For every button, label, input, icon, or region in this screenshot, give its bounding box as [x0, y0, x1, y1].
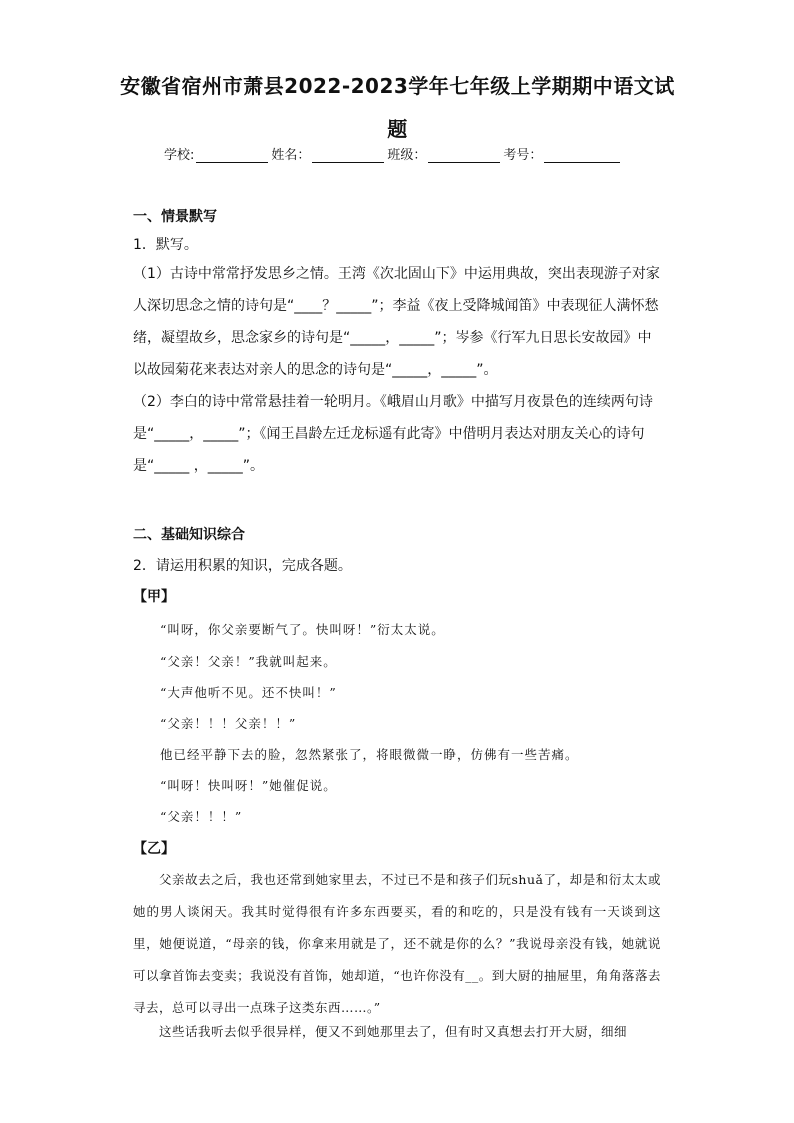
jia-line: “父亲！！！”: [160, 809, 243, 824]
student-info-row: [164, 144, 623, 163]
class-blank[interactable]: [428, 148, 500, 163]
section1-heading: 一、情景默写: [133, 209, 217, 225]
passage-jia-label: 【甲】: [133, 589, 175, 605]
jia-line: 他已经平静下去的脸，忽然紧张了，将眼微微一睁，仿佛有一些苦痛。: [160, 747, 579, 762]
class-label: 班级：: [387, 148, 427, 163]
question1-part1: （1）古诗中常常抒发思乡之情。王湾《次北固山下》中运用典故，突出表现游子对家人深切思念之情的诗句是“____？_____”；李益《夜上受降城闻笛》中表现征人满怀愁绪，凝望故乡，思念家乡的诗句是“_____，_____”；岑参《行军九日思长安故园》中以故园菊花来表达对亲人的思念的诗句是“_____，_____”。: [133, 266, 660, 378]
exam-number-label: 考号：: [503, 148, 543, 163]
school-label: 学校:: [164, 148, 195, 163]
question1-part2: （2）李白的诗中常常悬挂着一轮明月。《峨眉山月歌》中描写月夜景色的连续两句诗是“_____，_____”；《闻王昌龄左迁龙标遥有此寄》中借明月表达对朋友关心的诗句是“_____ ，_____”。: [133, 394, 653, 474]
exam-title-line2: 题: [387, 117, 408, 141]
jia-line: “叫呀！快叫呀！”她催促说。: [160, 778, 337, 793]
name-blank[interactable]: [312, 148, 384, 163]
jia-line: “叫呀，你父亲要断气了。快叫呀！”衍太太说。: [160, 622, 445, 637]
section2-heading: 二、基础知识综合: [133, 527, 245, 543]
school-blank[interactable]: [196, 148, 268, 163]
yi-paragraph-1: 父亲故去之后，我也还常到她家里去，不过已不是和孩子们玩shuǎ了，却是和衍太太或她的男人谈闲天。我其时觉得很有许多东西要买，看的和吃的，只是没有钱有一天谈到这里，她便说道，“母亲的钱，你拿来用就是了，还不就是你的么？”我说母亲没有钱，她就说可以拿首饰去变卖；我说没有首饰，她却道，“也许你没有__。到大厨的抽屉里，角角落落去寻去，总可以寻出一点珠子这类东西……。”: [133, 872, 661, 1015]
jia-line: “父亲！父亲！”我就叫起来。: [160, 654, 337, 669]
question1-stem: 1．默写。: [133, 237, 198, 253]
jia-line: “父亲！！！父亲！！”: [160, 716, 297, 731]
name-label: 姓名：: [271, 148, 311, 163]
question2-stem: 2．请运用积累的知识，完成各题。: [133, 558, 352, 574]
jia-line: “大声他听不见。还不快叫！”: [160, 685, 337, 700]
yi-paragraph-2: 这些话我听去似乎很异样，便又不到她那里去了，但有时又真想去打开大厨，细细: [159, 1024, 628, 1039]
exam-number-blank[interactable]: [544, 148, 620, 163]
exam-title-line1: 安徽省宿州市萧县2022-2023学年七年级上学期期中语文试: [120, 74, 675, 98]
passage-yi-label: 【乙】: [133, 841, 175, 857]
